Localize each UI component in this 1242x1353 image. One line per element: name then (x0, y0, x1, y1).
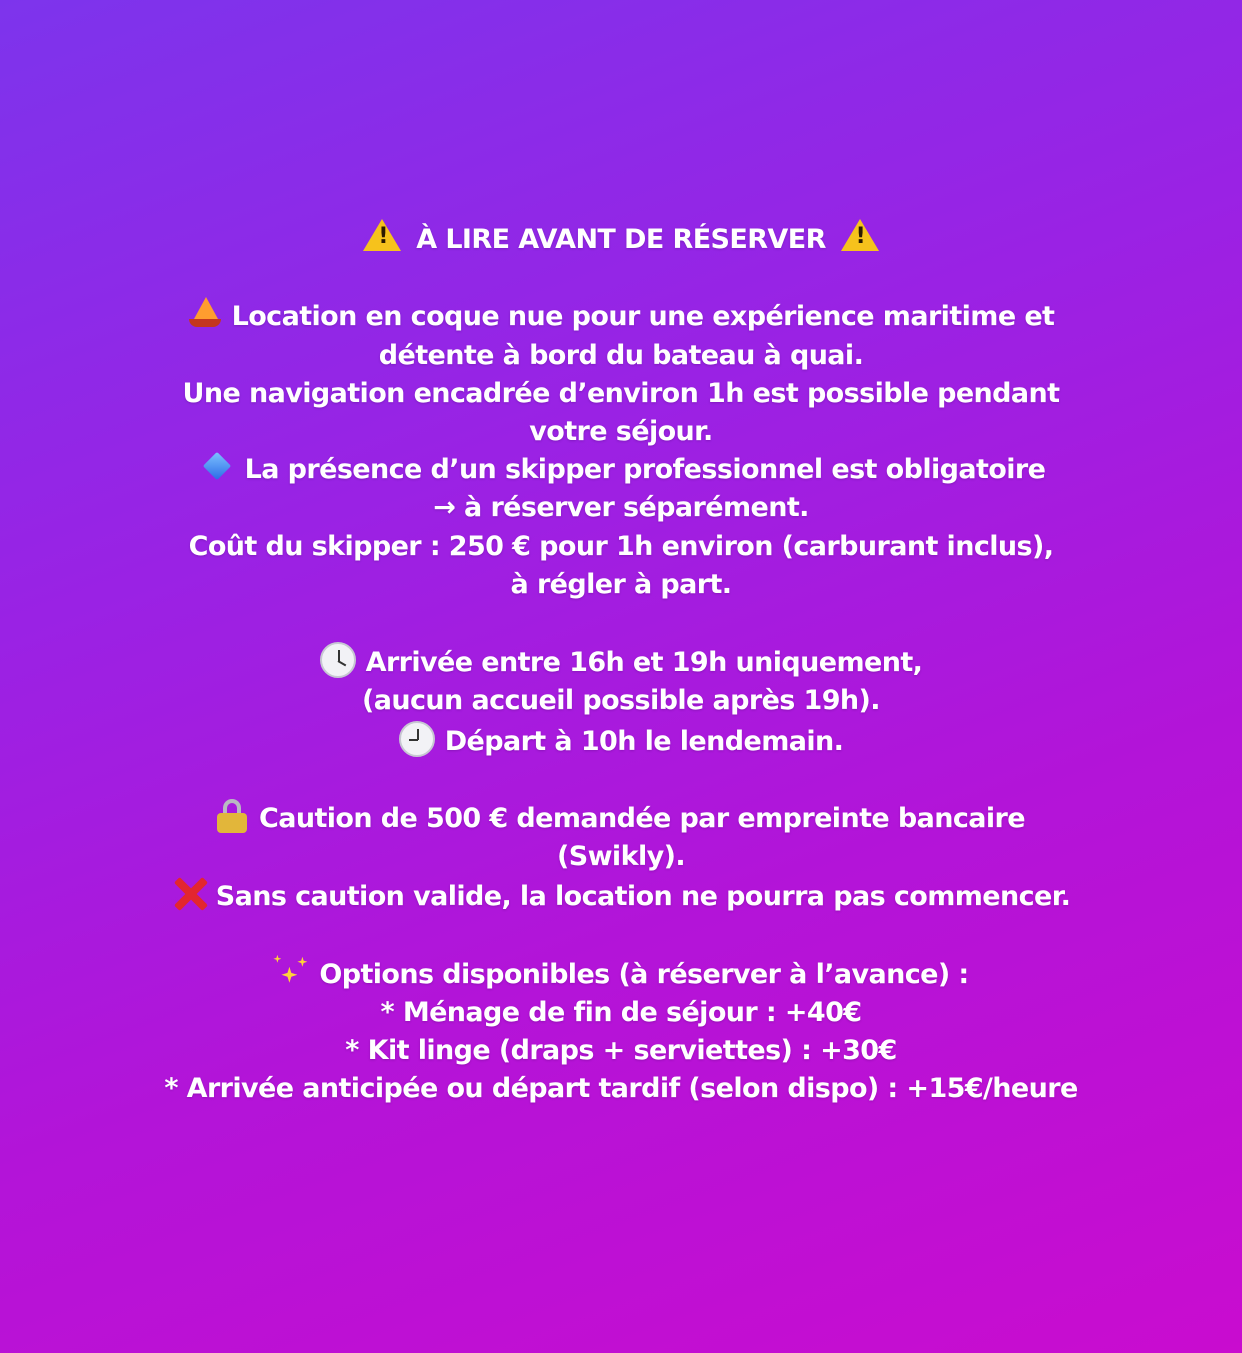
deposit-text-1: Caution de 500 € demandée par empreinte bancaire (259, 803, 1025, 834)
sailboat-icon (188, 297, 222, 329)
clock-icon (399, 721, 435, 757)
skipper-payment-line: à régler à part. (510, 568, 732, 600)
departure-line (0, 721, 1242, 761)
option-item-flex-time: * Arrivée anticipée ou départ tardif (selon dispo) : +15€/heure (164, 1073, 1078, 1105)
clock-icon (320, 642, 356, 678)
boat-line-4: votre séjour. (529, 416, 713, 447)
arrival-note-line: (aucun accueil possible après 19h). (362, 685, 880, 717)
options-heading: Options disponibles (à réserver à l’avance) : (319, 958, 969, 990)
spacer (0, 761, 1242, 799)
option-item-linen: * Kit linge (draps + serviettes) : +30€ (345, 1035, 897, 1067)
skipper-line-2: → à réserver séparément. (433, 492, 809, 524)
notice-title-line (0, 219, 1242, 259)
options-heading-line (0, 955, 1242, 994)
arrival-text: Arrivée entre 16h et 19h uniquement, (365, 647, 923, 679)
deposit-line-2: (Swikly). (557, 841, 685, 873)
departure-text: Départ à 10h le lendemain. (444, 725, 844, 757)
deposit-warning-text: Sans caution valide, la location ne pourra pas commencer. (215, 881, 1071, 913)
warning-icon (363, 219, 401, 251)
lock-icon (217, 799, 247, 833)
skipper-text-1: La présence d’un skipper professionnel est obligatoire (244, 454, 1046, 486)
option-item-cleaning: * Ménage de fin de séjour : +40€ (380, 997, 862, 1028)
blue-diamond-icon (203, 452, 231, 480)
skipper-cost-line: Coût du skipper : 250 € pour 1h environ (carburant inclus), (188, 530, 1054, 562)
boat-line-1 (0, 297, 1242, 336)
cross-mark-icon (172, 876, 208, 912)
warning-icon (841, 219, 879, 251)
deposit-warning-line (0, 876, 1242, 916)
notice-title: À LIRE AVANT DE RÉSERVER (416, 224, 826, 255)
deposit-line-1 (0, 799, 1242, 838)
boat-line-2: détente à bord du bateau à quai. (378, 339, 864, 371)
boat-text-1: Location en coque nue pour une expérience maritime et (231, 301, 1055, 333)
skipper-line-1 (0, 451, 1242, 489)
arrival-line (0, 642, 1242, 682)
spacer (0, 604, 1242, 642)
info-sheet (0, 219, 1242, 1109)
sparkles-icon (273, 955, 309, 989)
spacer (0, 917, 1242, 955)
boat-line-3: Une navigation encadrée d’environ 1h est possible pendant (182, 377, 1060, 409)
spacer (0, 259, 1242, 297)
